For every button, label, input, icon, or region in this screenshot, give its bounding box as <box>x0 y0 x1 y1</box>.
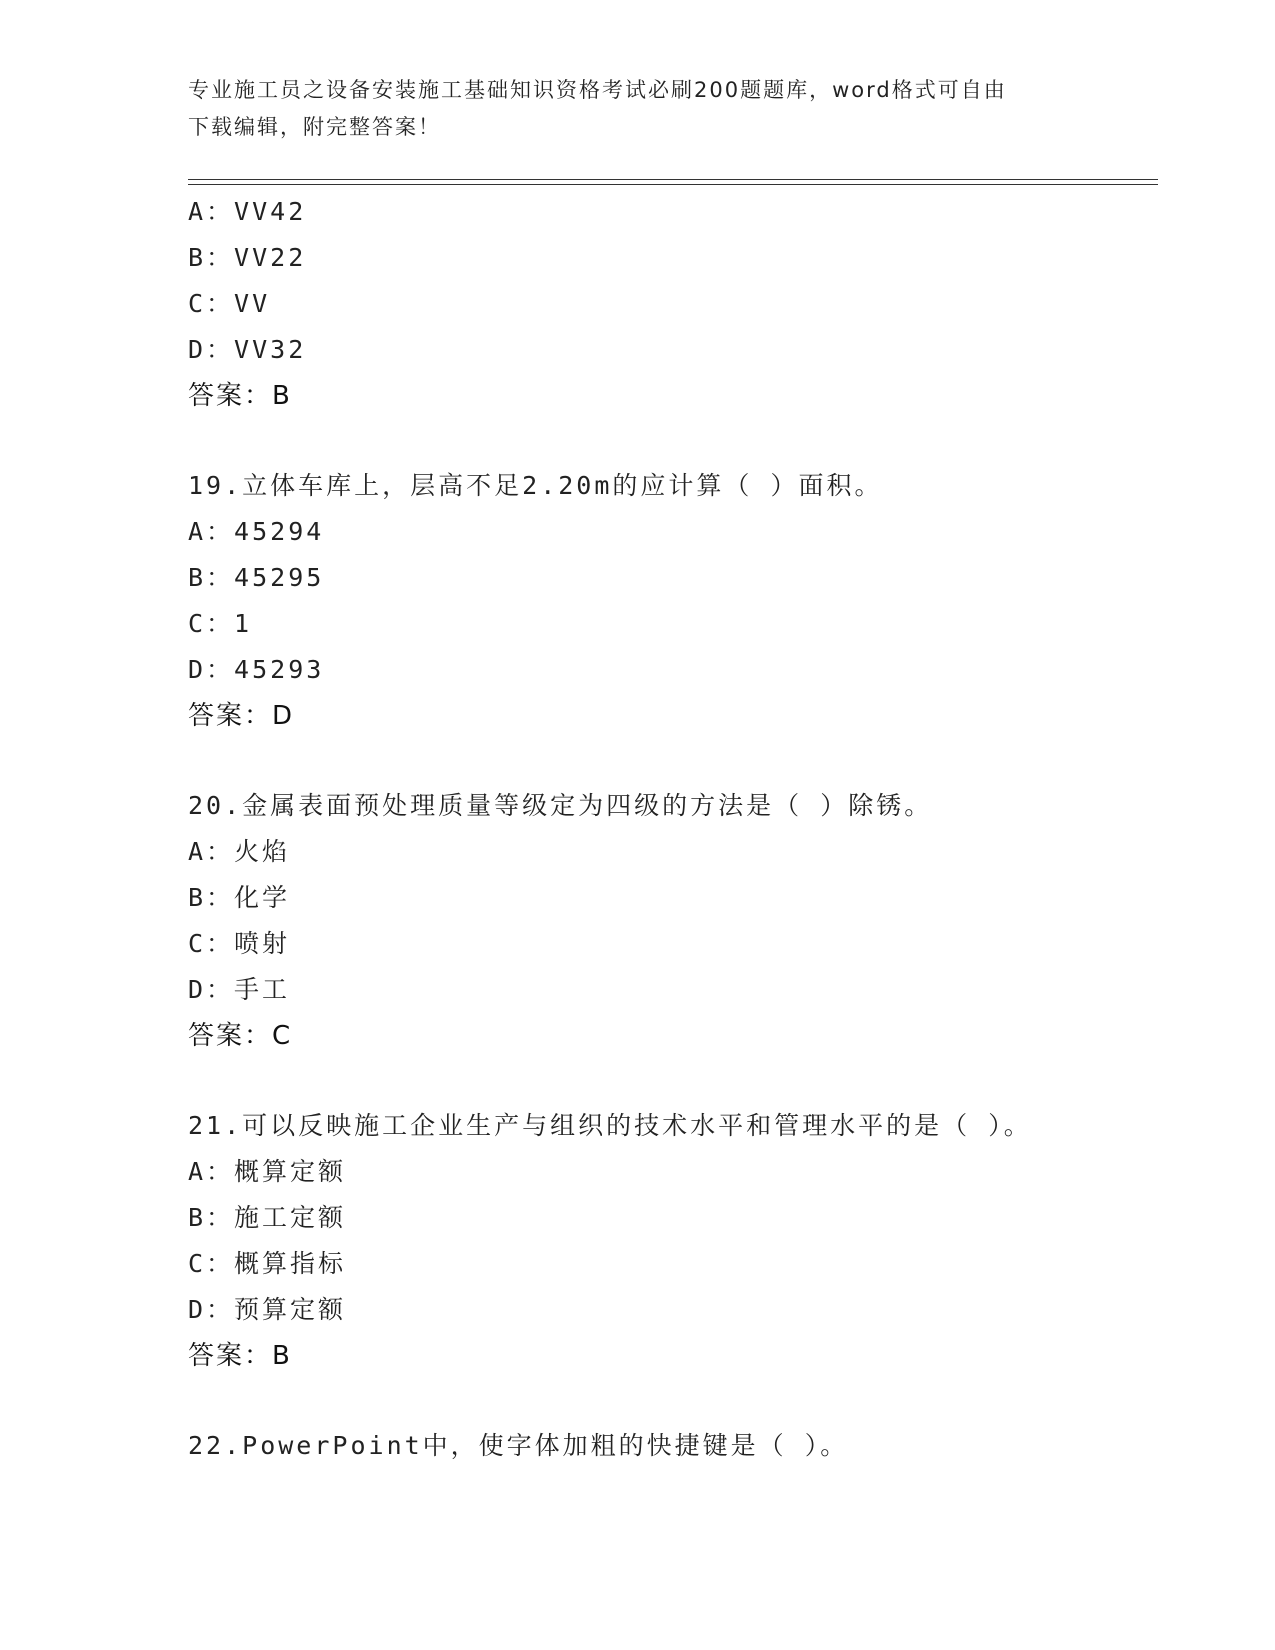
answer-line: 答案：B <box>188 1341 292 1371</box>
option-c: C：VV <box>188 289 271 318</box>
question-stem: 20.金属表面预处理质量等级定为四级的方法是（ ）除锈。 <box>188 791 933 820</box>
header-rule-bottom <box>188 184 1158 185</box>
option-a: A：火焰 <box>188 837 291 866</box>
question-19 <box>188 463 1148 739</box>
answer-line: 答案：C <box>188 1021 293 1051</box>
document-header <box>188 72 1088 146</box>
question-stem: 22.PowerPoint中，使字体加粗的快捷键是（ ）。 <box>188 1431 849 1460</box>
header-line-1: 专业施工员之设备安装施工基础知识资格考试必刷200题题库，word格式可自由 <box>188 78 1007 102</box>
option-c: C：概算指标 <box>188 1249 347 1278</box>
prev-question-block <box>188 189 1148 419</box>
option-b: B：施工定额 <box>188 1203 347 1232</box>
question-20 <box>188 783 1148 1059</box>
option-b: B：45295 <box>188 563 325 592</box>
question-list <box>188 189 1148 1469</box>
option-b: B：VV22 <box>188 243 307 272</box>
option-c: C：喷射 <box>188 929 291 958</box>
option-a: A：45294 <box>188 517 325 546</box>
option-b: B：化学 <box>188 883 291 912</box>
question-stem: 21.可以反映施工企业生产与组织的技术水平和管理水平的是（ ）。 <box>188 1111 1032 1140</box>
header-rule-top <box>188 179 1158 180</box>
option-d: D：45293 <box>188 655 325 684</box>
header-line-2: 下载编辑，附完整答案！ <box>188 115 441 139</box>
option-c: C：1 <box>188 609 253 638</box>
answer-line: 答案：D <box>188 701 295 731</box>
option-d: D：手工 <box>188 975 291 1004</box>
question-stem: 19.立体车库上，层高不足2.20m的应计算（ ）面积。 <box>188 471 883 500</box>
option-d: D：预算定额 <box>188 1295 347 1324</box>
question-22 <box>188 1423 1148 1469</box>
option-a: A：概算定额 <box>188 1157 347 1186</box>
question-21 <box>188 1103 1148 1379</box>
option-a: A：VV42 <box>188 197 307 226</box>
answer-line: 答案：B <box>188 381 292 411</box>
option-d: D：VV32 <box>188 335 307 364</box>
